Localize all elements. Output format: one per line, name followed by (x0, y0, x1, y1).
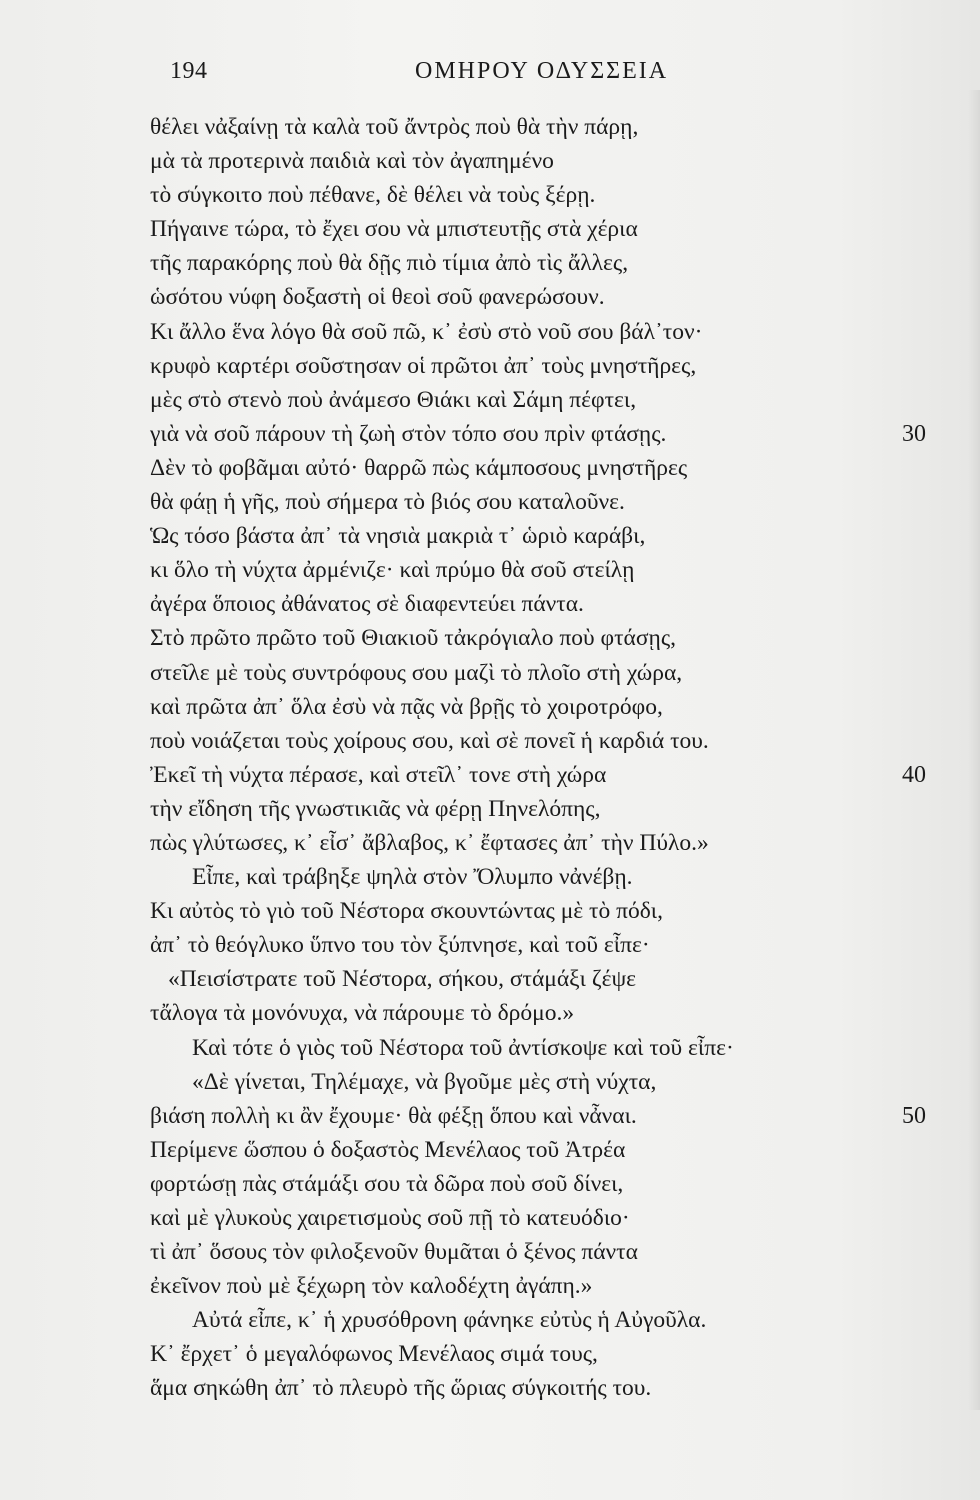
verse-line-text: τὴν εἴδηση τῆς γνωστικιᾶς νὰ φέρῃ Πηνελόπης, (150, 795, 601, 822)
verse-line-text: ἀγέρα ὅποιος ἀθάνατος σὲ διαφεντεύει πάντα. (150, 591, 584, 618)
verse-line (150, 792, 930, 826)
verse-line-text: Ὡς τόσο βάστα ἀπ᾽ τὰ νησιὰ μακριὰ τ᾽ ὡριὸ καράβι, (150, 523, 646, 550)
verse-line (150, 690, 930, 724)
verse-line-text: φορτώσῃ πὰς στάμάξι σου τὰ δῶρα ποὺ σοῦ δίνει, (150, 1170, 624, 1197)
verse-line (150, 860, 930, 894)
verse-line (150, 110, 930, 144)
page-edge-shadow (968, 90, 980, 1410)
verse-line (150, 485, 930, 519)
verse-line-text: ἐκεῖνον ποὺ μὲ ξέχωρη τὸν καλοδέχτη ἀγάπη.» (150, 1273, 593, 1300)
verse-text-block (150, 110, 930, 1406)
verse-line-text: στεῖλε μὲ τοὺς συντρόφους σου μαζὶ τὸ πλοῖο στὴ χώρα, (150, 659, 683, 686)
verse-line (150, 1133, 930, 1167)
verse-line-text: θὰ φάῃ ἡ γῆς, ποὺ σήμερα τὸ βιός σου καταλοῦνε. (150, 489, 625, 516)
verse-line-text: Αὐτά εἶπε, κ᾽ ἡ χρυσόθρονη φάνηκε εὐτὺς ἡ Αὐγοῦλα. (192, 1307, 707, 1334)
verse-line-text: τὶ ἀπ᾽ ὅσους τὸν φιλοξενοῦν θυμᾶται ὁ ξένος πάντα (150, 1239, 638, 1266)
verse-line-text: ἅμα σηκώθη ἀπ᾽ τὸ πλευρὸ τῆς ὥριας σύγκοιτής του. (150, 1375, 652, 1402)
verse-line (150, 417, 930, 451)
verse-line-text: Κ᾽ ἔρχετ᾽ ὁ μεγαλόφωνος Μενέλαος σιμά τους, (150, 1341, 598, 1368)
verse-line (150, 451, 930, 485)
verse-line-text: Στὸ πρῶτο πρῶτο τοῦ Θιακιοῦ τἀκρόγιαλο ποὺ φτάσῃς, (150, 625, 677, 652)
verse-line-text: θέλει νἀξαίνῃ τὰ καλὰ τοῦ ἄντρὸς ποὺ θὰ τὴν πάρῃ, (150, 114, 639, 140)
verse-line (150, 587, 930, 621)
verse-line (150, 928, 930, 962)
verse-line (150, 144, 930, 178)
verse-line (150, 1167, 930, 1201)
verse-line (150, 178, 930, 212)
verse-line-text: βιάση πολλὴ κι ἂν ἔχουμε· θὰ φέξῃ ὅπου καὶ νἆναι. (150, 1102, 637, 1129)
verse-line (150, 383, 930, 417)
verse-line-text: γιὰ νὰ σοῦ πάρουν τὴ ζωὴ στὸν τόπο σου πρὶν φτάσῃς. (150, 420, 667, 447)
verse-line (150, 1269, 930, 1303)
verse-line (150, 1235, 930, 1269)
verse-line (150, 553, 930, 587)
verse-line (150, 962, 930, 996)
verse-line-text: μὰ τὰ προτερινὰ παιδιὰ καὶ τὸν ἀγαπημένο (150, 148, 554, 175)
verse-line (150, 758, 930, 792)
verse-line-text: ποὺ νοιάζεται τοὺς χοίρους σου, καὶ σὲ πονεῖ ἡ καρδιά του. (150, 727, 709, 754)
verse-line-text: «Δὲ γίνεται, Τηλέμαχε, νὰ βγοῦμε μὲς στὴ νύχτα, (192, 1068, 657, 1095)
verse-line-text: τὸ σύγκοιτο ποὺ πέθανε, δὲ θέλει νὰ τοὺς ξέρῃ. (150, 182, 596, 209)
verse-line (150, 826, 930, 860)
verse-line-text: Εἶπε, καὶ τράβηξε ψηλὰ στὸν Ὄλυμπο νἀνέβῃ. (192, 864, 633, 891)
verse-line-text: τῆς παρακόρης ποὺ θὰ δῇς πιὸ τίμια ἀπὸ τὶς ἄλλες, (150, 250, 629, 277)
verse-line-text: ὡσότου νύφη δοξαστὴ οἱ θεοὶ σοῦ φανερώσουν. (150, 284, 605, 311)
verse-line-text: Ἐκεῖ τὴ νύχτα πέρασε, καὶ στεῖλ᾽ τονε στὴ χώρα (150, 761, 607, 788)
verse-line (150, 315, 930, 349)
line-number: 30 (902, 420, 926, 447)
page-header (170, 52, 730, 92)
line-number: 40 (902, 761, 926, 788)
verse-line (150, 280, 930, 314)
verse-line-text: Κι αὐτὸς τὸ γιὸ τοῦ Νέστορα σκουντώντας μὲ τὸ πόδι, (150, 898, 663, 925)
running-title: ΟΜΗΡΟΥ ΟΔΥΣΣΕΙΑ (415, 58, 669, 84)
page-number: 194 (170, 58, 208, 84)
verse-line (150, 1303, 930, 1337)
verse-line (150, 246, 930, 280)
verse-line-text: Περίμενε ὥσπου ὁ δοξαστὸς Μενέλαος τοῦ Ἀτρέα (150, 1136, 626, 1163)
verse-line (150, 519, 930, 553)
verse-line (150, 621, 930, 655)
verse-line-text: Καὶ τότε ὁ γιὸς τοῦ Νέστορα τοῦ ἀντίσκοψε καὶ τοῦ εἶπε· (192, 1034, 734, 1061)
verse-line-text: Κι ἄλλο ἕνα λόγο θὰ σοῦ πῶ, κ᾽ ἐσὺ στὸ νοῦ σου βάλ᾽τον· (150, 318, 703, 345)
verse-line-text: ἀπ᾽ τὸ θεόγλυκο ὕπνο του τὸν ξύπνησε, καὶ τοῦ εἶπε· (150, 932, 650, 959)
verse-line (150, 1099, 930, 1133)
verse-line (150, 1201, 930, 1235)
verse-line-text: καὶ μὲ γλυκοὺς χαιρετισμοὺς σοῦ πῇ τὸ κατευόδιο· (150, 1205, 630, 1231)
verse-line-text: μὲς στὸ στενὸ ποὺ ἀνάμεσο Θιάκι καὶ Σάμη πέφτει, (150, 386, 637, 413)
verse-line (150, 1065, 930, 1099)
verse-line-text: Πήγαινε τώρα, τὸ ἔχει σου νὰ μπιστευτῇς στὰ χέρια (150, 216, 638, 243)
verse-line-text: κι ὅλο τὴ νύχτα ἀρμένιζε· καὶ πρύμο θὰ σοῦ στείλῃ (150, 557, 635, 584)
verse-line (150, 1031, 930, 1065)
verse-line (150, 656, 930, 690)
verse-line-text: κρυφὸ καρτέρι σοῦστησαν οἱ πρῶτοι ἀπ᾽ τοὺς μνηστῆρες, (150, 352, 697, 379)
verse-line-text: «Πεισίστρατε τοῦ Νέστορα, σήκου, στάμάξι ζέψε (168, 966, 637, 993)
verse-line (150, 724, 930, 758)
verse-line-text: καὶ πρῶτα ἀπ᾽ ὅλα ἐσὺ νὰ πᾷς νὰ βρῇς τὸ χοιροτρόφο, (150, 693, 663, 720)
verse-line (150, 1371, 930, 1405)
verse-line (150, 1337, 930, 1371)
verse-line-text: πὼς γλύτωσες, κ᾽ εἶσ᾽ ἄβλαβος, κ᾽ ἔφτασες ἀπ᾽ τὴν Πύλο.» (150, 829, 709, 856)
line-number: 50 (902, 1102, 926, 1129)
verse-line-text: τἄλογα τὰ μονόνυχα, νὰ πάρουμε τὸ δρόμο.» (150, 1000, 575, 1027)
verse-line (150, 212, 930, 246)
verse-line (150, 349, 930, 383)
verse-line (150, 996, 930, 1030)
verse-line (150, 894, 930, 928)
verse-line-text: Δὲν τὸ φοβᾶμαι αὐτό· θαρρῶ πὼς κάμποσους μνηστῆρες (150, 454, 688, 481)
